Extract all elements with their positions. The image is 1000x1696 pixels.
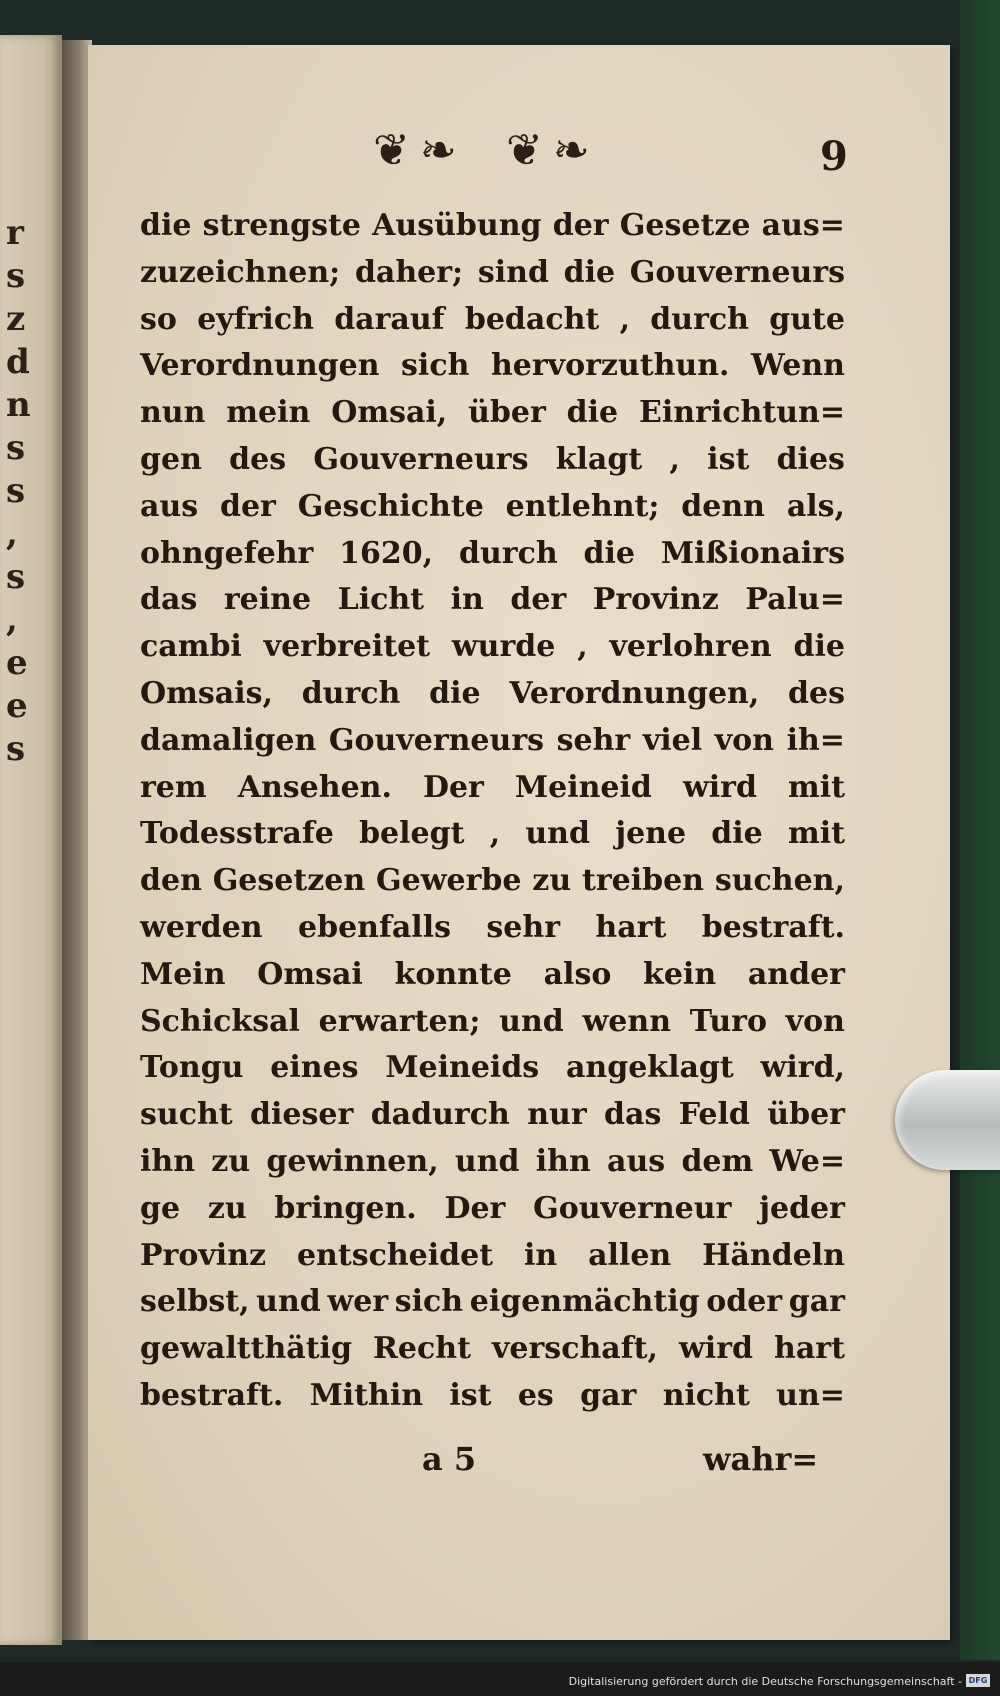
previous-page-edge	[0, 35, 62, 1645]
text-line	[140, 718, 845, 765]
text-line	[140, 531, 845, 578]
word: ge	[140, 1190, 181, 1226]
word: so	[140, 301, 177, 337]
word: also	[543, 956, 612, 992]
word: ihn	[535, 1143, 591, 1179]
word: bedacht	[464, 301, 600, 337]
word: Todesstrafe	[140, 816, 334, 852]
word: gar	[788, 1284, 845, 1320]
word: sich	[394, 1284, 464, 1320]
word: klagt	[555, 441, 643, 477]
dfg-logo: DFG	[966, 1674, 990, 1687]
word: darauf	[334, 301, 445, 337]
word: wer	[327, 1284, 389, 1320]
word: kein	[643, 956, 717, 992]
word: gar	[580, 1377, 637, 1413]
word: bestraft.	[701, 909, 845, 945]
word: We=	[769, 1143, 845, 1179]
text-line	[140, 250, 845, 297]
left-page-fragment: r	[6, 213, 24, 253]
word: mit	[788, 816, 845, 852]
word: hart	[774, 1331, 845, 1367]
word: die	[563, 254, 616, 290]
word: zu	[532, 863, 572, 899]
word: in	[450, 582, 484, 618]
word: die	[429, 675, 481, 711]
text-line	[140, 1326, 845, 1373]
word: dem	[681, 1143, 754, 1179]
word: entlehnt;	[505, 488, 660, 524]
word: Meineids	[385, 1050, 540, 1086]
word: konnte	[394, 956, 512, 992]
word: Einrichtun=	[638, 395, 845, 431]
page-clip	[895, 1070, 1000, 1170]
word: bestraft.	[140, 1377, 284, 1413]
word: angeklagt	[565, 1050, 734, 1086]
word: das	[140, 582, 198, 618]
word: in	[523, 1237, 558, 1273]
word: sehr	[556, 722, 631, 758]
word: Feld	[678, 1097, 750, 1133]
word: gewinnen,	[266, 1143, 439, 1179]
text-line	[140, 905, 845, 952]
word: Schicksal	[140, 1003, 300, 1039]
text-line	[140, 484, 845, 531]
word: Ansehen.	[237, 769, 392, 805]
text-line	[140, 577, 845, 624]
left-page-fragment: n	[6, 385, 31, 425]
word: Gesetzen	[212, 863, 366, 899]
text-line	[140, 1092, 845, 1139]
word: ist	[707, 441, 750, 477]
green-background-edge	[960, 0, 1000, 1660]
word: hart	[595, 909, 667, 945]
word: suchen,	[714, 863, 845, 899]
word: entscheidet	[296, 1237, 494, 1273]
word: und	[256, 1284, 321, 1320]
text-line	[140, 671, 845, 718]
text-line	[140, 297, 845, 344]
word: ist	[449, 1377, 492, 1413]
text-line	[140, 1279, 845, 1326]
word: nicht	[662, 1377, 750, 1413]
word: es	[517, 1377, 554, 1413]
word: Recht	[372, 1331, 471, 1367]
word: und	[525, 816, 590, 852]
catchword: wahr=	[703, 1440, 819, 1478]
word: der	[219, 488, 276, 524]
left-page-fragment: e	[6, 643, 28, 683]
word: ihn	[140, 1143, 196, 1179]
word: wenn	[582, 1003, 672, 1039]
word: des	[229, 441, 287, 477]
page-number: 9	[820, 133, 848, 180]
word: Omsais,	[140, 675, 273, 711]
word: Palu=	[745, 582, 845, 618]
word: nun	[140, 395, 206, 431]
word: gewaltthätig	[140, 1331, 352, 1367]
word: cambi	[140, 629, 242, 665]
word: der	[552, 208, 609, 243]
word: Provinz	[140, 1237, 267, 1273]
word: Gouverneurs	[328, 722, 545, 758]
word: Mißionairs	[660, 535, 845, 571]
left-page-fragment: ,	[6, 600, 18, 640]
ornament-left: ❦ ❧	[373, 125, 455, 176]
word: durch	[650, 301, 749, 337]
word: Verordnungen	[140, 348, 380, 384]
word: ,	[489, 816, 501, 852]
word: das	[604, 1097, 662, 1133]
word: dadurch	[370, 1097, 510, 1133]
text-line	[140, 811, 845, 858]
word: ander	[747, 956, 845, 992]
word: von	[785, 1003, 845, 1039]
word: durch	[458, 535, 558, 571]
word: viel	[642, 722, 703, 758]
word: verlohren	[609, 629, 772, 665]
word: mit	[788, 769, 845, 805]
word: verbreitet	[263, 629, 431, 665]
word: erwarten;	[318, 1003, 481, 1039]
word: und	[454, 1143, 520, 1179]
text-line	[140, 390, 845, 437]
word: mein	[226, 395, 311, 431]
text-line	[140, 1373, 845, 1420]
word: wurde	[451, 629, 556, 665]
left-page-fragment: e	[6, 686, 28, 726]
word: wird	[678, 1331, 753, 1367]
left-page-fragment: s	[6, 557, 26, 597]
word: sehr	[486, 909, 560, 945]
word: ebenfalls	[298, 909, 451, 945]
word: Gesetze	[619, 208, 751, 243]
word: zuzeichnen;	[140, 254, 341, 290]
left-page-fragment: s	[6, 428, 26, 468]
word: durch	[301, 675, 401, 711]
text-line	[140, 203, 845, 250]
word: Mein	[140, 956, 226, 992]
word: die	[566, 395, 619, 431]
word: wird,	[760, 1050, 845, 1086]
left-page-fragment: d	[6, 342, 30, 382]
word: ih=	[786, 722, 845, 758]
word: Gouverneur	[533, 1190, 732, 1226]
word: eigenmächtig	[469, 1284, 700, 1320]
word: Omsai	[257, 956, 363, 992]
word: ,	[669, 441, 680, 477]
word: jene	[615, 816, 687, 852]
word: dies	[776, 441, 845, 477]
word: wird	[682, 769, 757, 805]
word: treiben	[581, 863, 704, 899]
word: Der	[422, 769, 484, 805]
word: belegt	[359, 816, 465, 852]
word: Der	[444, 1190, 506, 1226]
word: hervorzuthun.	[490, 348, 730, 384]
word: bringen.	[274, 1190, 417, 1226]
word: die	[711, 816, 763, 852]
left-page-fragment: ,	[6, 514, 18, 554]
word: daher;	[354, 254, 464, 290]
word: die	[793, 629, 845, 665]
word: jeder	[759, 1190, 845, 1226]
digitization-credit: Digitalisierung gefördert durch die Deutsche Forschungsgemeinschaft -	[568, 1675, 962, 1688]
word: zu	[207, 1190, 247, 1226]
text-line	[140, 858, 845, 905]
word: Geschichte	[297, 488, 484, 524]
word: Verordnungen,	[509, 675, 760, 711]
text-line	[140, 437, 845, 484]
left-page-fragment: z	[6, 299, 26, 339]
word: aus	[607, 1143, 666, 1179]
book-page	[88, 45, 950, 1640]
word: Tongu	[140, 1050, 244, 1086]
word: dieser	[250, 1097, 354, 1133]
text-line	[140, 999, 845, 1046]
word: nur	[527, 1097, 587, 1133]
word: rem	[140, 769, 207, 805]
word: reine	[223, 582, 312, 618]
word: Gewerbe	[375, 863, 522, 899]
word: Turo	[689, 1003, 767, 1039]
word: Mithin	[309, 1377, 424, 1413]
word: eyfrich	[197, 301, 314, 337]
text-line	[140, 624, 845, 671]
word: allen	[588, 1237, 672, 1273]
word: un=	[776, 1377, 845, 1413]
word: sich	[401, 348, 470, 384]
text-line	[140, 952, 845, 999]
text-line	[140, 1233, 845, 1280]
word: des	[788, 675, 845, 711]
text-line	[140, 343, 845, 390]
word: ,	[619, 301, 631, 337]
word: und	[499, 1003, 564, 1039]
word: ohngefehr	[140, 535, 314, 571]
word: aus	[140, 488, 199, 524]
word: ,	[577, 629, 588, 665]
word: Wenn	[751, 348, 845, 384]
word: verschaft,	[491, 1331, 658, 1367]
text-line	[140, 1139, 845, 1186]
word: aus=	[761, 208, 845, 243]
word: selbst,	[140, 1284, 250, 1320]
word: Meineid	[514, 769, 652, 805]
word: sind	[477, 254, 549, 290]
text-line	[140, 765, 845, 812]
word: den	[140, 863, 202, 899]
word: Licht	[337, 582, 425, 618]
word: als,	[786, 488, 845, 524]
word: über	[468, 395, 546, 431]
word: von	[714, 722, 774, 758]
word: Gouverneurs	[629, 254, 845, 290]
word: der	[510, 582, 567, 618]
text-line	[140, 1045, 845, 1092]
word: gen	[140, 441, 202, 477]
word: die	[140, 208, 192, 243]
word: Ausübung	[372, 208, 542, 243]
word: denn	[681, 488, 765, 524]
left-page-fragment: s	[6, 256, 26, 296]
word: strengste	[202, 208, 361, 243]
signature-mark: a 5	[422, 1440, 477, 1478]
ornament-right: ❦ ❧	[506, 125, 588, 176]
word: sucht	[140, 1097, 233, 1133]
left-page-fragment: s	[6, 471, 26, 511]
word: werden	[140, 909, 263, 945]
word: gute	[769, 301, 845, 337]
text-line	[140, 1186, 845, 1233]
word: oder	[706, 1284, 783, 1320]
word: Händeln	[702, 1237, 845, 1273]
word: Gouverneurs	[313, 441, 529, 477]
word: über	[767, 1097, 845, 1133]
word: 1620,	[339, 535, 434, 571]
word: die	[583, 535, 635, 571]
word: zu	[211, 1143, 251, 1179]
word: eines	[270, 1050, 359, 1086]
word: Provinz	[592, 582, 719, 618]
body-text	[140, 203, 845, 1420]
word: Omsai,	[331, 395, 448, 431]
left-page-fragment: s	[6, 729, 26, 769]
word: damaligen	[140, 722, 317, 758]
